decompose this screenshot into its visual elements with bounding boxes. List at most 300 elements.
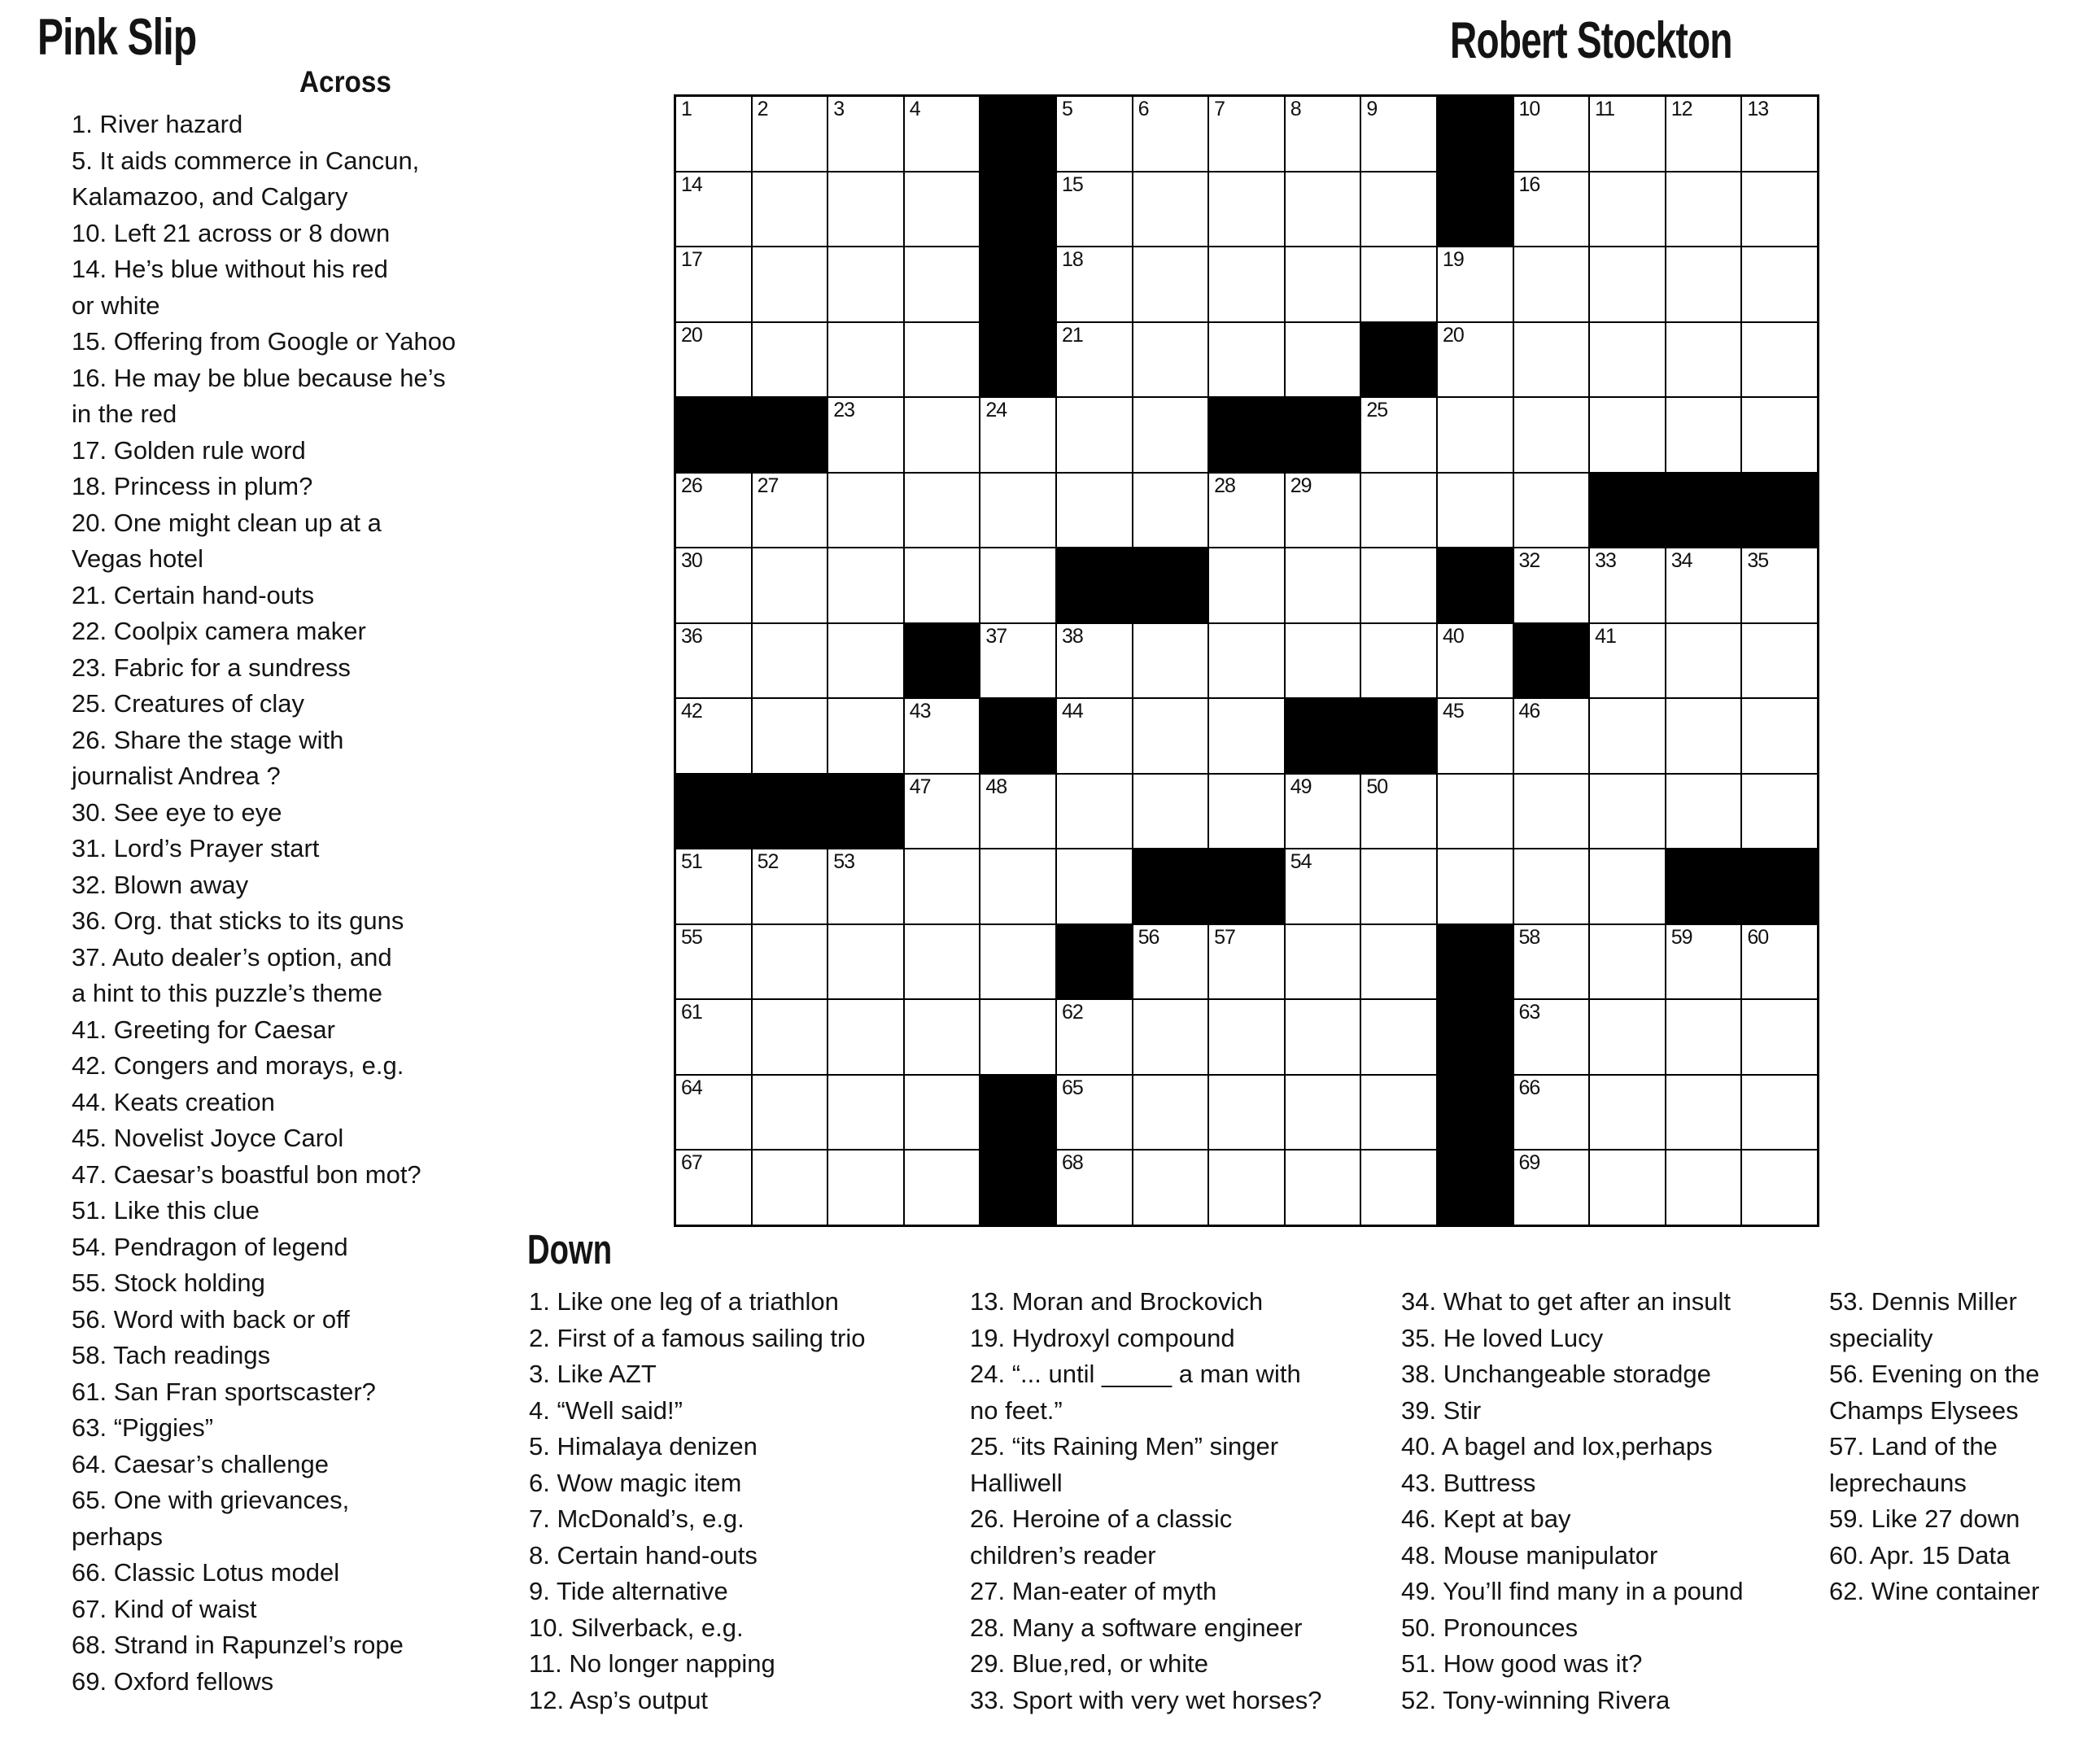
grid-cell[interactable] [752,849,828,924]
clue-text: 38. Unchangeable storadge [1401,1360,1711,1388]
grid-cell[interactable] [1133,397,1209,473]
across-clue [72,1592,560,1628]
grid-cell[interactable] [980,999,1056,1075]
grid-cell-number: 24 [985,399,1007,421]
grid-cell[interactable] [1589,774,1666,849]
grid-cell[interactable] [1208,698,1285,774]
down-clue [529,1356,940,1393]
grid-cell[interactable] [904,698,980,774]
across-clue [72,1555,560,1592]
clue-text: 46. Kept at bay [1401,1504,1571,1533]
grid-cell[interactable] [828,172,904,247]
grid-cell[interactable] [1285,548,1361,623]
grid-cell[interactable] [1513,247,1590,322]
grid-cell[interactable] [1437,623,1513,699]
clue-text: 25. Creatures of clay [72,689,305,718]
grid-cell[interactable] [1513,849,1590,924]
across-clue [72,1193,560,1229]
grid-cell[interactable] [1589,548,1666,623]
grid-cell[interactable] [752,548,828,623]
across-clue [72,1085,560,1121]
grid-cell[interactable] [1208,247,1285,322]
grid-cell-number: 13 [1747,98,1769,120]
clue-text: 50. Pronounces [1401,1613,1579,1642]
grid-cell-number: 28 [1214,474,1235,497]
grid-cell[interactable] [1360,623,1437,699]
grid-cell[interactable] [904,322,980,398]
grid-cell[interactable] [752,924,828,1000]
clue-text: 9. Tide alternative [529,1577,728,1605]
clue-text: 4. “Well said!” [529,1395,683,1425]
grid-cell[interactable] [828,623,904,699]
clue-text: 12. Asp’s output [529,1685,709,1714]
grid-cell[interactable] [1285,1075,1361,1151]
down-clue [1401,1538,1824,1574]
grid-cell[interactable] [1437,774,1513,849]
grid-cell[interactable] [1666,96,1742,172]
grid-cell-black [1513,623,1590,699]
grid-cell-number: 25 [1366,399,1388,421]
down-clue [1401,1646,1824,1683]
grid-cell[interactable] [752,1075,828,1151]
grid-cell[interactable] [675,96,752,172]
grid-cell[interactable] [1513,548,1590,623]
grid-cell[interactable] [1513,1150,1590,1225]
across-clue [72,505,560,578]
grid-cell[interactable] [1741,322,1818,398]
grid-cell[interactable] [828,548,904,623]
grid-cell[interactable] [1666,1150,1742,1225]
grid-cell[interactable] [1285,96,1361,172]
grid-cell-number: 33 [1595,549,1616,572]
grid-cell[interactable] [1437,247,1513,322]
grid-cell[interactable] [1513,774,1590,849]
clue-text: 67. Kind of waist [72,1594,257,1623]
grid-cell[interactable] [1056,698,1133,774]
grid-cell-number: 5 [1061,98,1072,120]
grid-cell[interactable] [1133,1150,1209,1225]
grid-cell[interactable] [828,247,904,322]
grid-cell[interactable] [752,96,828,172]
clue-text: 17. Golden rule word [72,435,306,465]
grid-cell[interactable] [1208,548,1285,623]
grid-cell[interactable] [1208,96,1285,172]
grid-cell[interactable] [1513,322,1590,398]
grid-cell[interactable] [828,1150,904,1225]
grid-cell[interactable] [1589,322,1666,398]
grid-cell[interactable] [1208,1075,1285,1151]
grid-cell[interactable] [1285,623,1361,699]
clue-text: 20. One might clean up at a [72,508,382,537]
grid-cell-number: 2 [757,98,768,120]
across-clue [72,1447,560,1483]
down-clue [529,1538,940,1574]
grid-cell[interactable] [1285,999,1361,1075]
down-clue [1829,1284,2083,1356]
grid-cell[interactable] [1666,924,1742,1000]
grid-cell-number: 62 [1061,1001,1083,1024]
grid-cell[interactable] [1360,1075,1437,1151]
grid-cell[interactable] [1437,849,1513,924]
grid-cell[interactable] [1133,172,1209,247]
grid-cell[interactable] [752,247,828,322]
grid-cell-black [1666,849,1742,924]
grid-cell[interactable] [828,924,904,1000]
grid-cell[interactable] [1513,698,1590,774]
grid-cell[interactable] [1056,247,1133,322]
grid-cell[interactable] [980,473,1056,548]
grid-cell[interactable] [1513,1075,1590,1151]
grid-cell[interactable] [1056,1075,1133,1151]
grid-cell[interactable] [1208,924,1285,1000]
grid-cell[interactable] [1589,1150,1666,1225]
grid-cell[interactable] [1360,924,1437,1000]
grid-cell[interactable] [904,96,980,172]
grid-cell[interactable] [1513,172,1590,247]
grid-cell[interactable] [1589,924,1666,1000]
grid-cell[interactable] [904,774,980,849]
grid-cell[interactable] [1589,849,1666,924]
grid-cell[interactable] [1056,774,1133,849]
grid-cell[interactable] [1589,698,1666,774]
grid-cell[interactable] [1360,849,1437,924]
grid-cell[interactable] [1360,999,1437,1075]
grid-cell-number: 37 [985,624,1007,648]
clue-text: 55. Stock holding [72,1268,265,1297]
grid-cell[interactable] [1360,548,1437,623]
grid-cell-number: 11 [1595,98,1615,120]
across-clue [72,903,560,940]
grid-cell[interactable] [1360,774,1437,849]
grid-cell[interactable] [1285,924,1361,1000]
grid-cell[interactable] [675,1075,752,1151]
grid-cell[interactable] [828,999,904,1075]
down-clue [1401,1321,1824,1357]
grid-cell[interactable] [1133,247,1209,322]
grid-cell[interactable] [1741,548,1818,623]
grid-cell[interactable] [1437,397,1513,473]
grid-cell[interactable] [828,1075,904,1151]
down-clue [1401,1501,1824,1538]
grid-cell[interactable] [1360,1150,1437,1225]
down-clue-column [970,1284,1393,1718]
down-clue [1829,1501,2083,1538]
grid-cell[interactable] [1208,473,1285,548]
grid-cell[interactable] [1666,397,1742,473]
across-clue [72,1012,560,1049]
grid-cell[interactable] [828,397,904,473]
grid-cell[interactable] [1133,96,1209,172]
grid-cell[interactable] [1741,96,1818,172]
grid-cell-black [1741,473,1818,548]
grid-cell-number: 68 [1061,1151,1083,1174]
across-clue [72,795,560,832]
grid-cell[interactable] [904,247,980,322]
grid-cell[interactable] [1741,999,1818,1075]
grid-cell[interactable] [980,397,1056,473]
down-clue [529,1501,940,1538]
grid-cell[interactable] [1741,397,1818,473]
clue-text: 5. Himalaya denizen [529,1432,758,1461]
clue-text: 10. Left 21 across or 8 down [72,218,391,247]
grid-cell[interactable] [1437,473,1513,548]
grid-cell[interactable] [1285,1150,1361,1225]
clue-text: 37. Auto dealer’s option, and [72,942,392,972]
clue-text: 58. Tach readings [72,1341,271,1369]
grid-cell[interactable] [1666,698,1742,774]
grid-cell[interactable] [675,999,752,1075]
grid-cell[interactable] [1208,322,1285,398]
grid-cell[interactable] [904,999,980,1075]
clue-text: 48. Mouse manipulator [1401,1540,1658,1570]
clue-text: 1. Like one leg of a triathlon [529,1287,839,1316]
grid-cell[interactable] [1056,623,1133,699]
down-clue [1829,1429,2083,1501]
grid-cell[interactable] [904,1150,980,1225]
clue-text: 22. Coolpix camera maker [72,617,366,645]
grid-cell-number: 12 [1670,98,1692,120]
grid-cell[interactable] [904,1075,980,1151]
grid-cell[interactable] [1133,1075,1209,1151]
grid-cell-black [752,397,828,473]
clue-text: 56. Evening on the [1829,1360,2040,1388]
down-clue [1401,1284,1824,1321]
grid-cell-black [980,247,1056,322]
grid-cell[interactable] [1056,172,1133,247]
clue-text: 26. Heroine of a classic [970,1504,1233,1533]
across-header: Across [299,65,391,98]
grid-cell[interactable] [1589,247,1666,322]
grid-cell[interactable] [1741,698,1818,774]
clue-text: no feet.” [970,1395,1063,1425]
across-clue [72,650,560,687]
grid-cell[interactable] [675,698,752,774]
grid-cell[interactable] [1741,623,1818,699]
grid-cell[interactable] [1285,473,1361,548]
grid-cell[interactable] [1133,322,1209,398]
grid-cell[interactable] [1666,774,1742,849]
across-clue [72,469,560,505]
grid-cell-number: 6 [1138,98,1149,120]
clue-text: 2. First of a famous sailing trio [529,1323,866,1352]
grid-cell[interactable] [675,322,752,398]
across-clue [72,143,560,216]
grid-cell[interactable] [1589,397,1666,473]
down-clue [1401,1393,1824,1430]
down-clue [529,1284,940,1321]
grid-cell[interactable] [980,849,1056,924]
grid-cell[interactable] [1056,999,1133,1075]
grid-cell[interactable] [1285,247,1361,322]
grid-cell[interactable] [1513,924,1590,1000]
grid-cell[interactable] [1589,623,1666,699]
grid-cell-number: 66 [1518,1076,1540,1099]
grid-cell[interactable] [1285,172,1361,247]
clue-text: 23. Fabric for a sundress [72,653,351,682]
grid-cell[interactable] [1056,849,1133,924]
grid-cell[interactable] [1056,96,1133,172]
grid-cell[interactable] [1666,548,1742,623]
clue-text: 43. Buttress [1401,1468,1536,1497]
grid-cell[interactable] [1513,397,1590,473]
grid-cell[interactable] [980,623,1056,699]
grid-cell-number: 14 [681,172,702,196]
grid-cell[interactable] [675,247,752,322]
grid-cell[interactable] [675,924,752,1000]
grid-cell[interactable] [1589,96,1666,172]
grid-cell-number: 54 [1290,850,1312,873]
clue-text: 41. Greeting for Caesar [72,1015,335,1044]
grid-cell[interactable] [904,397,980,473]
grid-cell-black [1285,698,1361,774]
grid-cell-number: 50 [1366,775,1388,798]
clue-text: 69. Oxford fellows [72,1666,274,1696]
across-clue [72,433,560,469]
grid-cell[interactable] [1285,774,1361,849]
grid-cell-black [1056,548,1133,623]
clue-text: in the red [72,400,177,428]
grid-cell[interactable] [752,473,828,548]
clue-text: 56. Word with back or off [72,1304,350,1334]
grid-cell[interactable] [675,1150,752,1225]
grid-cell[interactable] [1666,1075,1742,1151]
grid-cell-number: 15 [1061,172,1083,196]
grid-cell[interactable] [1666,623,1742,699]
grid-cell[interactable] [752,322,828,398]
grid-cell[interactable] [828,473,904,548]
grid-cell[interactable] [752,172,828,247]
clue-text: 19. Hydroxyl compound [970,1323,1235,1352]
grid-cell[interactable] [1133,999,1209,1075]
grid-cell[interactable] [1360,172,1437,247]
clue-text: perhaps [72,1522,164,1551]
grid-cell[interactable] [980,774,1056,849]
clue-text: 52. Tony-winning Rivera [1401,1685,1670,1714]
grid-cell[interactable] [1741,1075,1818,1151]
grid-cell[interactable] [752,623,828,699]
grid-cell-black [675,774,752,849]
grid-cell[interactable] [1666,322,1742,398]
grid-cell[interactable] [1513,999,1590,1075]
grid-cell[interactable] [1666,172,1742,247]
grid-cell[interactable] [1513,96,1590,172]
grid-cell-black [1056,924,1133,1000]
grid-cell-number: 7 [1214,98,1225,120]
down-clue [529,1321,940,1357]
grid-cell-number: 35 [1747,549,1769,572]
grid-cell[interactable] [1208,172,1285,247]
grid-cell[interactable] [904,924,980,1000]
grid-cell[interactable] [1133,774,1209,849]
grid-cell[interactable] [1208,774,1285,849]
clue-text: 10. Silverback, e.g. [529,1613,744,1642]
grid-cell-black [980,172,1056,247]
grid-cell[interactable] [980,548,1056,623]
grid-cell[interactable] [1589,1075,1666,1151]
grid-cell[interactable] [828,698,904,774]
grid-cell[interactable] [675,623,752,699]
clue-text: 8. Certain hand-outs [529,1540,758,1570]
grid-cell[interactable] [1285,849,1361,924]
grid-cell[interactable] [1666,247,1742,322]
grid-cell[interactable] [904,473,980,548]
clue-text: 13. Moran and Brockovich [970,1287,1264,1316]
grid-cell[interactable] [1208,999,1285,1075]
grid-cell[interactable] [1666,999,1742,1075]
grid-cell[interactable] [1360,96,1437,172]
clue-text: 33. Sport with very wet horses? [970,1685,1322,1714]
grid-cell[interactable] [675,548,752,623]
grid-cell[interactable] [1133,698,1209,774]
clue-text: or white [72,290,160,320]
grid-cell[interactable] [675,473,752,548]
grid-cell[interactable] [1589,999,1666,1075]
grid-cell-number: 49 [1290,775,1312,798]
grid-cell[interactable] [1133,623,1209,699]
grid-cell[interactable] [1741,924,1818,1000]
grid-cell[interactable] [1056,322,1133,398]
grid-cell-number: 8 [1290,98,1301,120]
grid-cell[interactable] [1285,322,1361,398]
grid-cell[interactable] [1589,172,1666,247]
grid-cell[interactable] [828,322,904,398]
crossword-grid [674,94,1819,1227]
grid-cell[interactable] [752,999,828,1075]
across-clue [72,831,560,867]
grid-cell[interactable] [904,172,980,247]
down-clue [970,1574,1393,1610]
grid-cell-number: 55 [681,925,702,949]
grid-cell[interactable] [1437,698,1513,774]
grid-cell[interactable] [1741,172,1818,247]
grid-cell[interactable] [1056,1150,1133,1225]
grid-cell[interactable] [675,849,752,924]
down-clue [1401,1610,1824,1647]
grid-cell[interactable] [1056,473,1133,548]
grid-cell[interactable] [1208,623,1285,699]
grid-cell[interactable] [1360,397,1437,473]
grid-cell[interactable] [1437,322,1513,398]
grid-cell[interactable] [1360,473,1437,548]
grid-cell[interactable] [1056,397,1133,473]
grid-cell[interactable] [904,849,980,924]
down-clue [970,1356,1393,1429]
grid-cell[interactable] [904,548,980,623]
across-clue [72,940,560,1012]
grid-cell[interactable] [828,96,904,172]
grid-cell[interactable] [828,849,904,924]
grid-cell[interactable] [675,172,752,247]
grid-cell[interactable] [980,924,1056,1000]
grid-cell-black [980,1150,1056,1225]
grid-cell[interactable] [752,698,828,774]
grid-cell-number: 57 [1214,925,1235,949]
grid-cell[interactable] [1741,1150,1818,1225]
grid-cell[interactable] [752,1150,828,1225]
grid-cell[interactable] [1133,924,1209,1000]
grid-cell[interactable] [1208,1150,1285,1225]
across-clue [72,107,560,143]
grid-cell-number: 34 [1670,549,1692,572]
grid-cell[interactable] [1513,473,1590,548]
grid-cell[interactable] [1133,473,1209,548]
grid-cell[interactable] [1360,247,1437,322]
grid-cell[interactable] [1741,247,1818,322]
grid-cell-number: 21 [1061,323,1083,347]
grid-cell[interactable] [1741,774,1818,849]
down-clue [529,1574,940,1610]
clue-text: 51. How good was it? [1401,1649,1643,1678]
